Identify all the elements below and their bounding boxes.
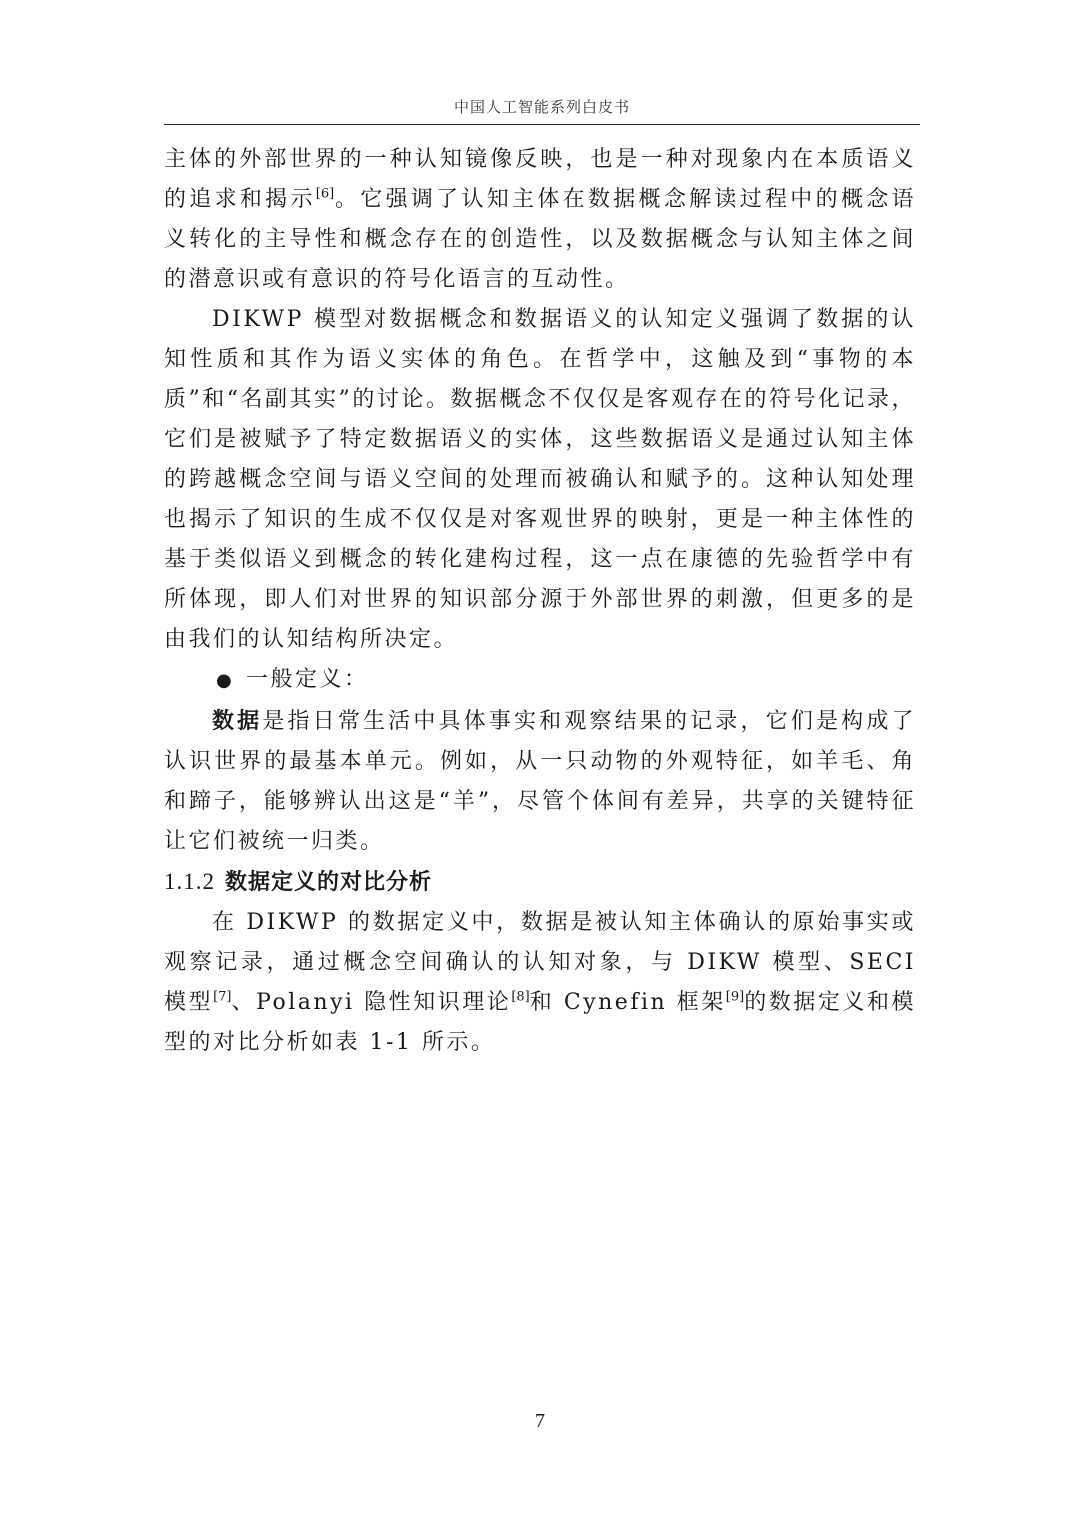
paragraph-3-text: 是指日常生活中具体事实和观察结果的记录，它们是构成了认识世界的最基本单元。例如，从一只动物的外观特征，如羊毛、角和蹄子，能够辨认出这是“羊”，尽管个体间有差异，共享的关键特征让它们被统一归类。: [164, 709, 916, 854]
paragraph-1-tail: 。它强调了认知主体在数据概念解读过程中的概念语义转化的主导性和概念存在的创造性，以及数据概念与认知主体之间的潜意识或有意识的符号化语言的互动性。: [164, 187, 916, 292]
section-title: 数据定义的对比分析: [225, 870, 433, 895]
bullet-icon: ●: [216, 670, 235, 691]
section-number: 1.1.2: [164, 869, 215, 894]
running-header: 中国人工智能系列白皮书: [453, 98, 630, 116]
paragraph-1-text: 主体的外部世界的一种认知镜像反映，也是一种对现象内在本质语义的追求和揭示: [164, 147, 916, 212]
citation-7: [7]: [213, 989, 232, 1005]
citation-9: [9]: [725, 989, 745, 1005]
paragraph-4-c: 和 Cynefin 框架: [529, 990, 726, 1015]
paragraph-4-b: 、Polanyi 隐性知识理论: [231, 990, 512, 1015]
main-text: [164, 140, 916, 1063]
page-number: 7: [535, 1410, 545, 1432]
paragraph-3: [164, 701, 916, 862]
paragraph-4-d: 的数据定义和模型的对比分析如表 1-1 所示。: [164, 990, 916, 1055]
section-heading: [164, 862, 916, 903]
paragraph-4-a: 在 DIKWP 的数据定义中，数据是被认知主体确认的原始事实或观察记录，通过概念空间确认的认知对象，与 DIKW 模型、SECI 模型: [164, 910, 916, 1015]
paragraph-4: [164, 903, 916, 1063]
paragraph-3-lead: 数据: [212, 708, 263, 734]
paragraph-1: [164, 140, 916, 300]
bullet-general-definition: [164, 660, 916, 701]
citation-8: [8]: [511, 989, 530, 1005]
paragraph-2: DIKWP 模型对数据概念和数据语义的认知定义强调了数据的认知性质和其作为语义实体的角色。在哲学中，这触及到“事物的本质”和“名副其实”的讨论。数据概念不仅仅是客观存在的符号化记录，它们是被赋予了特定数据语义的实体，这些数据语义是通过认知主体的跨越概念空间与语义空间的处理而被确认和赋予的。这种认知处理也揭示了知识的生成不仅仅是对客观世界的映射，更是一种主体性的基于类似语义到概念的转化建构过程，这一点在康德的先验哲学中有所体现，即人们对世界的知识部分源于外部世界的刺激，但更多的是由我们的认知结构所决定。: [164, 307, 916, 652]
bullet-label: 一般定义：: [246, 667, 369, 692]
citation-6: [6]: [315, 186, 335, 202]
header-divider: [164, 124, 920, 125]
